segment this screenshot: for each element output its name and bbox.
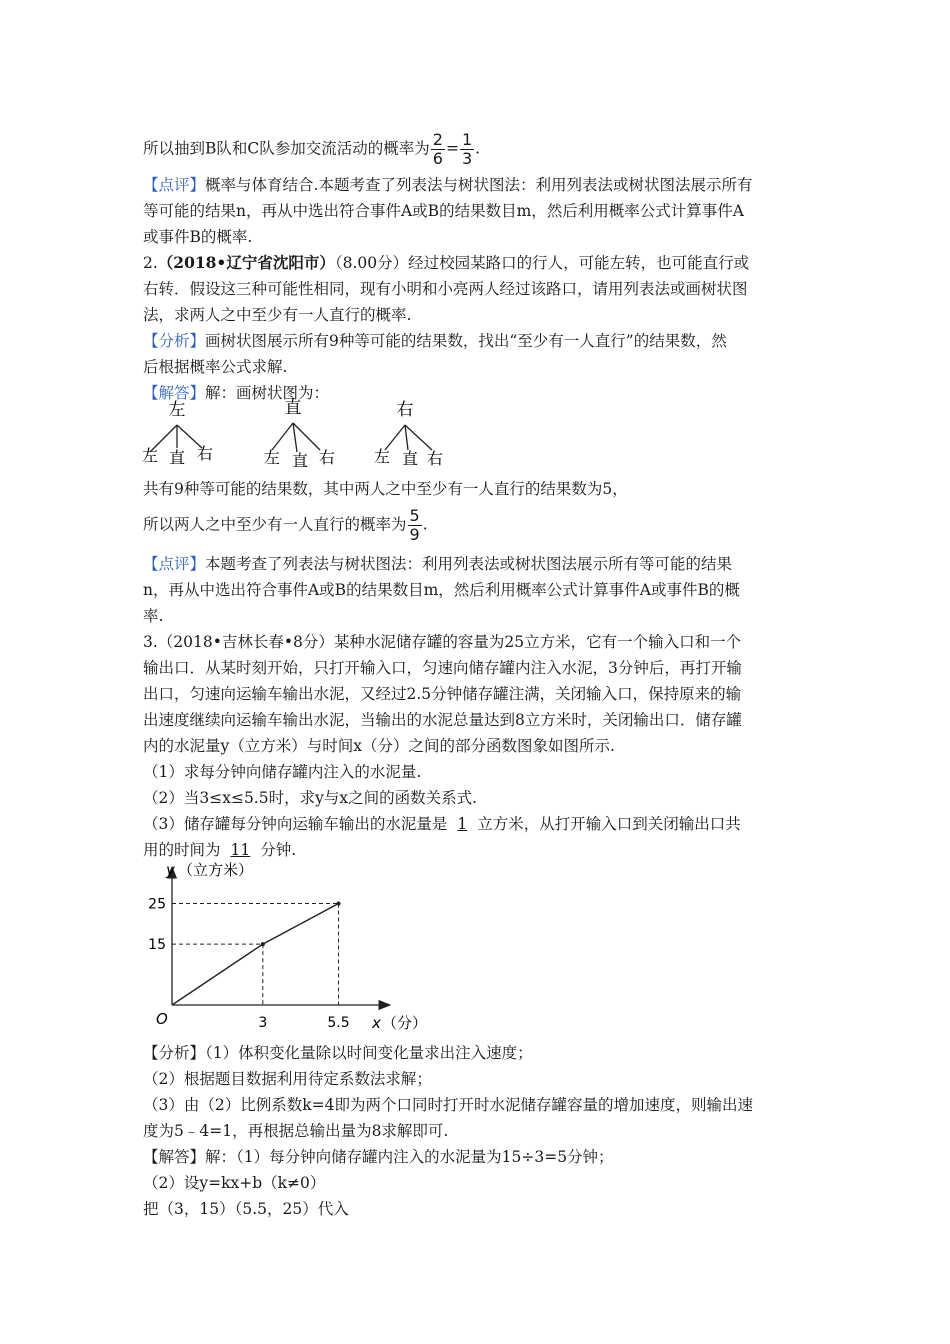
q2-line-1	[143, 250, 823, 276]
q2-line-2: 右转．假设这三种可能性相同，现有小明和小亮两人经过该路口，请用列表法或画树状图	[143, 280, 748, 298]
q1-fraction-1	[431, 131, 445, 168]
q1-fraction-2	[460, 131, 474, 168]
q1-frac2-num: 1	[461, 130, 473, 149]
data-point-1	[261, 942, 265, 946]
q1-review-line-1	[143, 172, 823, 198]
q3-part3-d: 分钟.	[260, 841, 297, 859]
tree-left-root	[142, 400, 213, 467]
q3-line-3: 出口，匀速向运输车输出水泥，又经过2.5分钟储存罐注满，关闭输入口，保持原来的输	[143, 685, 742, 703]
x-tick-label-0: 3	[258, 1015, 268, 1031]
q1-frac1-den: 6	[432, 149, 443, 168]
q2-analysis-line-2: 后根据概率公式求解.	[143, 358, 288, 376]
analysis-tag: 【分析】	[143, 332, 206, 350]
q2-prob-num: 5	[409, 506, 420, 525]
q3-solution-1: 解：（1）每分钟向储存罐内注入的水泥量为15÷3=5分钟；	[205, 1148, 614, 1166]
q2-solution-text-1: 解：画树状图为：	[205, 384, 330, 402]
q3-part3-c: 用的时间为	[143, 841, 221, 859]
q3-solution-line-1	[143, 1144, 823, 1170]
series-line	[172, 904, 339, 1005]
q2-analysis-line-1	[143, 328, 823, 354]
x-axis-unit: （分）	[382, 1014, 428, 1032]
tree-2-branch-left	[272, 423, 293, 450]
q2-probability-line	[143, 507, 823, 544]
q3-part-3-line-1	[143, 811, 823, 837]
q3-solution-line-2: （2）设y=kx+b（k≠0）	[143, 1174, 326, 1192]
data-point-2	[337, 902, 341, 906]
function-graph	[140, 852, 430, 1037]
y-axis-var: y	[166, 861, 175, 879]
tree-1-leaf-left: 左	[141, 446, 159, 465]
q2-prob-suffix: .	[422, 515, 428, 534]
q3-analysis-1: （1）体积变化量除以时间变化量求出注入速度；	[205, 1044, 533, 1062]
origin-label: O	[156, 1010, 168, 1028]
q3-analysis-line-3a: （3）由（2）比例系数k=4即为两个口同时打开时水泥储存罐容量的增加速度，则输出速	[143, 1096, 753, 1114]
q1-answer-line	[143, 131, 823, 168]
q1-frac1-num: 2	[432, 130, 443, 149]
q2-number: 2.	[143, 254, 158, 272]
q3-line-4: 出速度继续向运输车输出水泥，当输出的水泥总量达到8立方米时，关闭输出口．储存罐	[143, 711, 742, 729]
solution-tag: 【解答】	[143, 384, 206, 402]
x-axis-var: x	[372, 1014, 381, 1032]
q1-answer-prefix: 所以抽到B队和C队参加交流活动的概率为	[143, 139, 430, 158]
q3-part-2: （2）当3≤x≤5.5时，求y与x之间的函数关系式.	[143, 789, 478, 807]
q3-answer-blank-2: 11	[230, 841, 251, 859]
y-tick-label-1: 25	[148, 896, 166, 913]
q1-answer-suffix: .	[475, 139, 481, 158]
tree-3-leaf-mid: 直	[401, 449, 419, 468]
tree-right-root	[374, 400, 443, 468]
tree-straight-root	[264, 398, 335, 470]
q3-solution-line-3: 把（3，15）（5.5，25）代入	[143, 1200, 349, 1218]
q3-part3-b: 立方米，从打开输入口到关闭输出口共	[477, 815, 741, 833]
tree-3-root-label: 右	[396, 400, 414, 420]
q2-prob-fraction	[408, 507, 422, 544]
tree-2-branch-right	[293, 423, 320, 450]
q2-source: （2018•辽宁省沈阳市）	[157, 253, 335, 272]
q2-result-line: 共有9种等可能的结果数，其中两人之中至少有一人直行的结果数为5，	[143, 480, 628, 498]
q1-review-line-2: 等可能的结果n，再从中选出符合事件A或B的结果数目m，然后利用概率公式计算事件A	[143, 202, 744, 220]
q2-review-line-3: 率.	[143, 607, 164, 625]
y-tick-label-0: 15	[148, 937, 166, 954]
q2-review-line-1	[143, 551, 823, 577]
tree-1-root-label: 左	[168, 400, 186, 420]
q1-review-text-1: 概率与体育结合.本题考查了列表法与树状图法：利用列表法或树状图法展示所有	[205, 176, 753, 194]
q1-eq: =	[445, 139, 459, 158]
q2-line1-rest: （8.00分）经过校园某路口的行人，可能左转，也可能直行或	[334, 254, 750, 272]
q2-prob-den: 9	[409, 525, 420, 544]
q2-analysis-text-1: 画树状图展示所有9种等可能的结果数，找出“至少有一人直行”的结果数，然	[205, 332, 727, 350]
tree-3-branch-mid	[405, 425, 408, 450]
tree-2-leaf-right: 右	[318, 448, 336, 467]
q3-line-2: 输出口．从某时刻开始，只打开输入口，匀速向储存罐内注入水泥，3分钟后，再打开输	[143, 659, 742, 677]
q3-solution-tag: 【解答】	[143, 1148, 206, 1166]
q3-part-1: （1）求每分钟向储存罐内注入的水泥量.	[143, 763, 422, 781]
tree-diagrams	[135, 398, 455, 474]
tree-1-leaf-mid: 直	[168, 448, 186, 467]
q1-frac2-den: 3	[461, 149, 473, 168]
q1-review-line-3: 或事件B的概率.	[143, 228, 253, 246]
review-tag: 【点评】	[143, 555, 206, 573]
q3-line-5: 内的水泥量y（立方米）与时间x（分）之间的部分函数图象如图所示.	[143, 737, 615, 755]
q2-prob-prefix: 所以两人之中至少有一人直行的概率为	[143, 515, 407, 534]
q3-analysis-line-3b: 度为5﹣4=1，再根据总输出量为8求解即可.	[143, 1122, 449, 1140]
tree-2-root-label: 直	[284, 398, 302, 418]
q3-analysis-tag: 【分析】	[143, 1044, 206, 1062]
tree-3-leaf-right: 右	[426, 449, 444, 468]
q3-analysis-line-0	[143, 1040, 823, 1066]
q3-analysis-line-2: （2）根据题目数据利用待定系数法求解；	[143, 1070, 432, 1088]
q2-review-line-2: n，再从中选出符合事件A或B的结果数目m，然后利用概率公式计算事件A或事件B的概	[143, 581, 740, 599]
tree-1-leaf-right: 右	[196, 444, 214, 463]
q2-review-text-1: 本题考查了列表法与树状图法：利用列表法或树状图法展示所有等可能的结果	[205, 555, 733, 573]
review-tag: 【点评】	[143, 176, 206, 194]
y-axis-unit: （立方米）	[178, 861, 254, 879]
q3-line-1: 3.（2018•吉林长春•8分）某种水泥储存罐的容量为25立方米，它有一个输入口和一个	[143, 633, 742, 651]
tree-3-branch-right	[405, 425, 432, 450]
x-tick-label-1: 5.5	[327, 1015, 350, 1031]
tree-3-leaf-left: 左	[373, 447, 391, 466]
q3-answer-blank-1: 1	[457, 815, 468, 833]
tree-2-leaf-mid: 直	[291, 451, 309, 470]
q3-part3-a: （3）储存罐每分钟向运输车输出的水泥量是	[143, 815, 448, 833]
q2-line-3: 法，求两人之中至少有一人直行的概率.	[143, 306, 412, 324]
tree-2-leaf-left: 左	[263, 448, 281, 467]
tree-2-branch-mid	[293, 423, 297, 452]
